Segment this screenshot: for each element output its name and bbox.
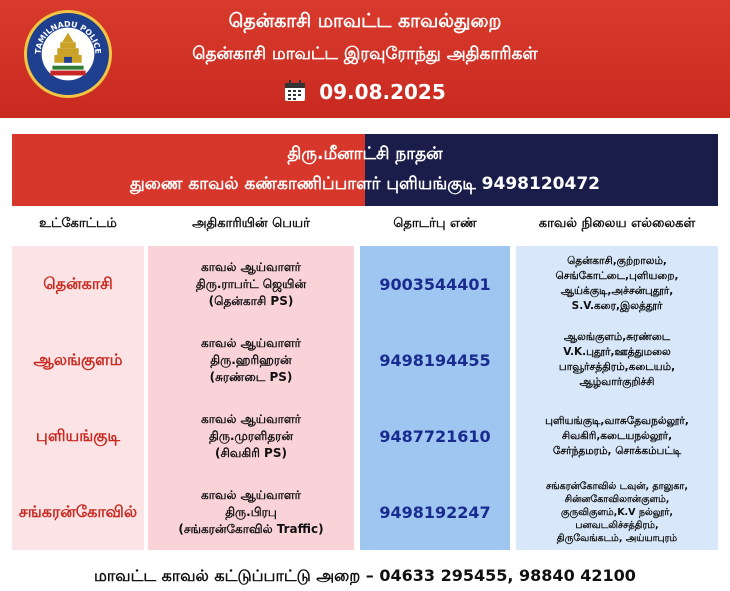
column-header-contact: தொடர்பு எண் (393, 216, 477, 231)
table-row (360, 398, 510, 474)
column-header-officer: அதிகாரியின் பெயர் (192, 216, 310, 231)
supervising-officer-name: திரு.மீனாட்சி நாதன் (287, 144, 443, 164)
table-row (516, 246, 718, 322)
limit-line: சங்கரன்கோவில் டவுன், தாலுகா, (546, 480, 688, 492)
column-header-limits: காவல் நிலைய எல்லைகள் (538, 216, 696, 231)
table-row (148, 246, 354, 322)
table-row (516, 474, 718, 550)
table-row (148, 322, 354, 398)
table-row (516, 322, 718, 398)
table-row (12, 398, 144, 474)
limit-line: குருவிகுளம்,K.V நல்லூர், (560, 506, 674, 518)
officer-name: திரு.ஹரிஹரன் (210, 352, 292, 367)
officer-name: திரு.முரளிதரன் (209, 428, 293, 443)
station-limits (552, 254, 683, 314)
officer-rank: காவல் ஆய்வாளர் (201, 411, 301, 426)
night-patrol-title: தென்காசி மாவட்ட இரவுரோந்து அதிகாரிகள் (192, 44, 538, 64)
table-row (148, 398, 354, 474)
limit-line: செங்கோட்டை,புளியறை, (555, 270, 679, 282)
subdivision-name: புளியங்குடி (35, 425, 121, 445)
logo-text: TAMILNADU POLICE (33, 19, 103, 55)
phone-number: 9498194455 (379, 350, 491, 370)
phone-number: 9487721610 (379, 426, 491, 446)
officer-rank: காவல் ஆய்வாளர் (201, 335, 301, 350)
station-limits-column (516, 246, 718, 550)
officer-station: (சங்கரன்கோவில் Traffic) (178, 521, 324, 536)
limit-line: தென்காசி,குற்றாலம், (567, 255, 667, 267)
officer-cell (178, 487, 323, 538)
phone-number: 9003544401 (379, 274, 491, 294)
contact-column (360, 246, 510, 550)
table-row (516, 398, 718, 474)
calendar-icon (284, 80, 306, 102)
limit-line: பனவடலிச்சத்திரம், (575, 519, 659, 531)
limit-line: சிவகிரி,கடையநல்லூர், (561, 429, 673, 442)
limit-line: புளியங்குடி,வாசுதேவநல்லூர், (545, 414, 689, 427)
table-row (12, 322, 144, 398)
subdivision-name: ஆலங்குளம் (33, 349, 123, 369)
officer-name: திரு.பிரபு (225, 504, 277, 519)
officer-station: (தென்காசி PS) (208, 293, 294, 308)
officer-station: (சுரண்டை PS) (209, 369, 293, 384)
supervising-officer-band (12, 134, 718, 206)
limit-line: S.V.கரை,இலத்தூர் (571, 300, 663, 312)
officer-cell (201, 335, 301, 386)
header-banner (0, 0, 730, 118)
table-row (12, 474, 144, 550)
officer-name: திரு.ராபர்ட் ஜெயின் (195, 276, 307, 291)
limit-line: திருவேங்கடம், அய்யாபுரம் (556, 532, 678, 544)
officer-cell (196, 259, 306, 310)
station-limits (542, 480, 692, 545)
officer-rank: காவல் ஆய்வாளர் (201, 487, 301, 502)
limit-line: பாவூர்சத்திரம்,கடையம், (558, 361, 676, 373)
officer-station: (சிவகிரி PS) (215, 445, 287, 460)
limit-line: V.K.புதூர்,ஊத்துமலை (563, 346, 671, 358)
subdivision-column (12, 246, 144, 550)
phone-number: 9498192247 (379, 502, 491, 522)
officer-column (148, 246, 354, 550)
officer-rank: காவல் ஆய்வாளர் (201, 259, 301, 274)
control-room-footer: மாவட்ட காவல் கட்டுப்பாட்டு அறை – 04633 295455, 98840 42100 (94, 566, 636, 585)
table-row (360, 474, 510, 550)
limit-line: ஆலங்குளம்,சுரண்டை (563, 331, 671, 343)
station-limits (541, 414, 693, 459)
limit-line: சேர்ந்தமரம், சொக்கம்பட்டி (552, 444, 682, 457)
subdivision-name: சங்கரன்கோவில் (18, 501, 138, 521)
limit-line: ஆழ்வார்குறிச்சி (579, 376, 655, 388)
table-row (360, 246, 510, 322)
date-line (0, 80, 730, 104)
officer-cell (201, 411, 301, 462)
column-header-subdivision: உட்கோட்டம் (39, 216, 117, 231)
supervising-officer-title: துணை காவல் கண்காணிப்பாளர் புளியங்குடி 9498120472 (130, 174, 600, 194)
date-text: 09.08.2025 (319, 80, 446, 104)
limit-line: ஆய்க்குடி,அச்சன்புதூர், (560, 285, 674, 297)
table-row (148, 474, 354, 550)
table-row (360, 322, 510, 398)
table-row (12, 246, 144, 322)
subdivision-name: தென்காசி (43, 273, 113, 293)
district-police-title: தென்காசி மாவட்ட காவல்துறை (228, 10, 502, 32)
station-limits (555, 330, 679, 390)
limit-line: சின்னகோவிலான்குளம், (564, 493, 670, 505)
